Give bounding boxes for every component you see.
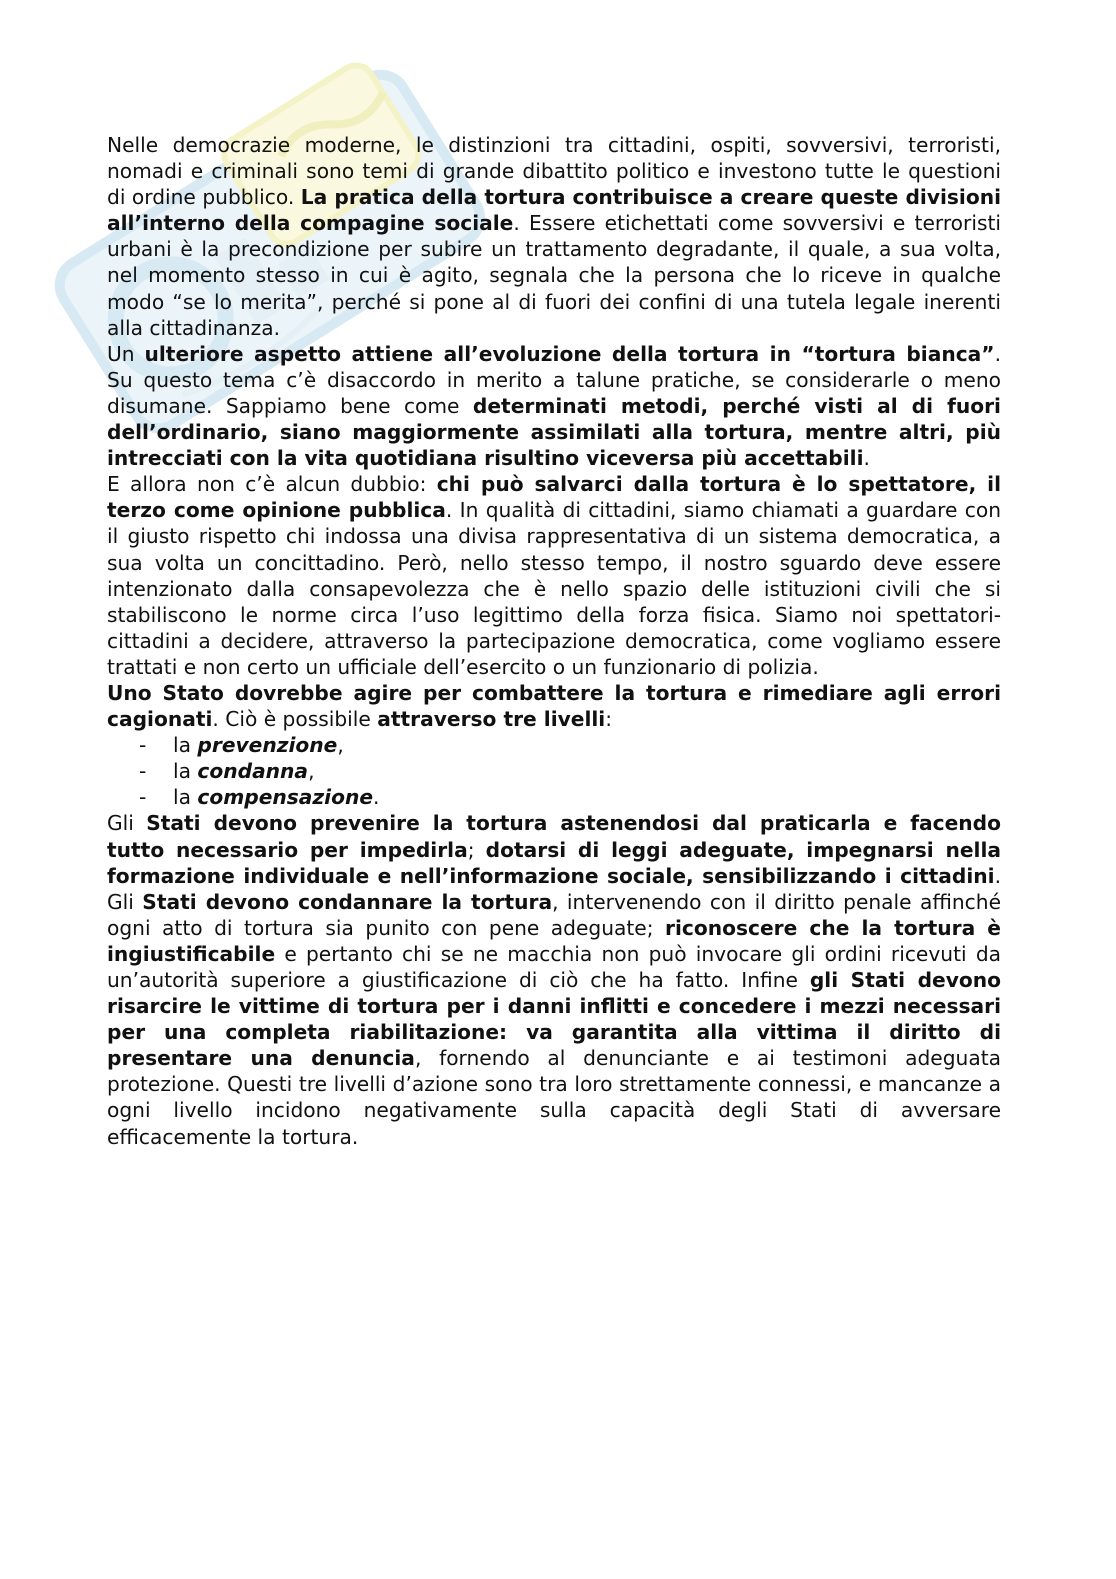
- text-run: . Gli: [107, 863, 1001, 914]
- text-run: la: [173, 785, 198, 810]
- bold-run: Stati devono prevenire la tortura astenendosi dal praticarla e facendo tutto necessario per impedirla: [107, 811, 1001, 862]
- bold-run: attraverso tre livelli: [377, 707, 606, 732]
- list-dash: -: [139, 733, 147, 758]
- bold-italic-run: condanna: [197, 759, 309, 784]
- text-run: la: [173, 759, 198, 784]
- bold-italic-run: compensazione: [197, 785, 374, 810]
- paragraph-4: [107, 680, 1001, 732]
- text-run: , fornendo al denunciante e ai testimoni adeguata protezione. Questi tre livelli d’azione sono tra loro strettamente connessi, e mancanze a ogni livello incidono negativamente sulla capacità degli Stati di avversare efficacemente la tortura.: [107, 1046, 1001, 1149]
- text-run: .: [373, 785, 380, 810]
- list-dash: -: [139, 785, 147, 810]
- text-run: e pertanto chi se ne macchia non può invocare gli ordini ricevuti da un’autorità superiore a giustificazione di ciò che ha fatto. Infine: [107, 941, 1001, 992]
- bold-run: ulteriore aspetto attiene all’evoluzione della tortura in “tortura bianca”: [144, 341, 995, 366]
- paragraph-2: [107, 341, 1001, 471]
- bold-run: gli Stati devono risarcire le vittime di tortura per i danni inflitti e concedere i mezzi necessari per una completa riabilitazione: va garantita alla vittima il diritto di presentare una denuncia: [107, 968, 1002, 1071]
- text-run: .: [863, 446, 870, 471]
- text-run: ,: [308, 759, 315, 784]
- text-run: la: [173, 733, 198, 758]
- text-run: . Ciò è possibile: [212, 707, 378, 732]
- text-run: . In qualità di cittadini, siamo chiamati a guardare con il giusto rispetto chi indossa una divisa rappresentativa di un sistema democratica, a sua volta un concittadino. Però, nello stesso tempo, il nostro sguardo deve essere intenzionato dalla consapevolezza che è nello spazio delle istituzioni civili che si stabiliscono le norme circa l’uso legittimo della forza fisica. Siamo noi spettatori-cittadini a decidere, attraverso la partecipazione democratica, come vogliamo essere trattati e non certo un ufficiale dell’esercito o un funzionario di polizia.: [107, 498, 1001, 679]
- bold-run: determinati metodi, perché visti al di fuori dell’ordinario, siano maggiormente assimilati alla tortura, mentre altri, più intrecciati con la vita quotidiana risultino viceversa più accettabili: [107, 393, 1001, 471]
- text-run: ;: [467, 837, 486, 862]
- bold-run: riconoscere che la tortura è ingiustificabile: [107, 915, 1001, 966]
- bold-run: La pratica della tortura contribuisce a creare queste divisioni all’interno della compagine sociale: [107, 185, 1002, 236]
- list-item: [107, 732, 1001, 758]
- text-run: E allora non c’è alcun dubbio:: [107, 472, 437, 497]
- paragraph-3: [107, 471, 1001, 680]
- text-run: Gli: [107, 811, 147, 836]
- bold-run: dotarsi di leggi adeguate, impegnarsi nella formazione individuale e nell’informazione sociale, sensibilizzando i cittadini: [107, 837, 1002, 888]
- text-run: . Essere etichettati come sovversivi e terroristi urbani è la precondizione per subire un trattamento degradante, il quale, a sua volta, nel momento stesso in cui è agito, segnala che la persona che lo riceve in qualche modo “se lo merita”, perché si pone al di fuori dei confini di una tutela legale inerenti alla cittadinanza.: [107, 211, 1001, 340]
- bold-run: chi può salvarci dalla tortura è lo spettatore, il terzo come opinione pubblica: [107, 472, 1001, 523]
- document-body: [107, 132, 1001, 1150]
- text-run: Nelle democrazie moderne, le distinzioni tra cittadini, ospiti, sovversivi, terroristi, nomadi e criminali sono temi di grande dibattito politico e investono tutte le questioni di ordine pubblico.: [107, 133, 1001, 210]
- paragraph-1: [107, 132, 1001, 341]
- levels-list: [107, 732, 1001, 810]
- list-item: [107, 784, 1001, 810]
- text-run: :: [605, 707, 613, 732]
- text-run: ,: [337, 733, 344, 758]
- paragraph-5: [107, 810, 1001, 1149]
- text-run: , intervenendo con il diritto penale affinché ogni atto di tortura sia punito con pene adeguate;: [107, 889, 1001, 940]
- text-run: . Su questo tema c’è disaccordo in merito a talune pratiche, se considerarle o meno disumane. Sappiamo bene come: [107, 341, 1001, 418]
- bold-italic-run: prevenzione: [197, 733, 338, 758]
- list-item: [107, 758, 1001, 784]
- bold-run: Stati devono condannare la tortura: [142, 889, 553, 914]
- list-dash: -: [139, 759, 147, 784]
- bold-run: Uno Stato dovrebbe agire per combattere la tortura e rimediare agli errori cagionati: [107, 680, 1001, 732]
- text-run: Un: [107, 341, 145, 366]
